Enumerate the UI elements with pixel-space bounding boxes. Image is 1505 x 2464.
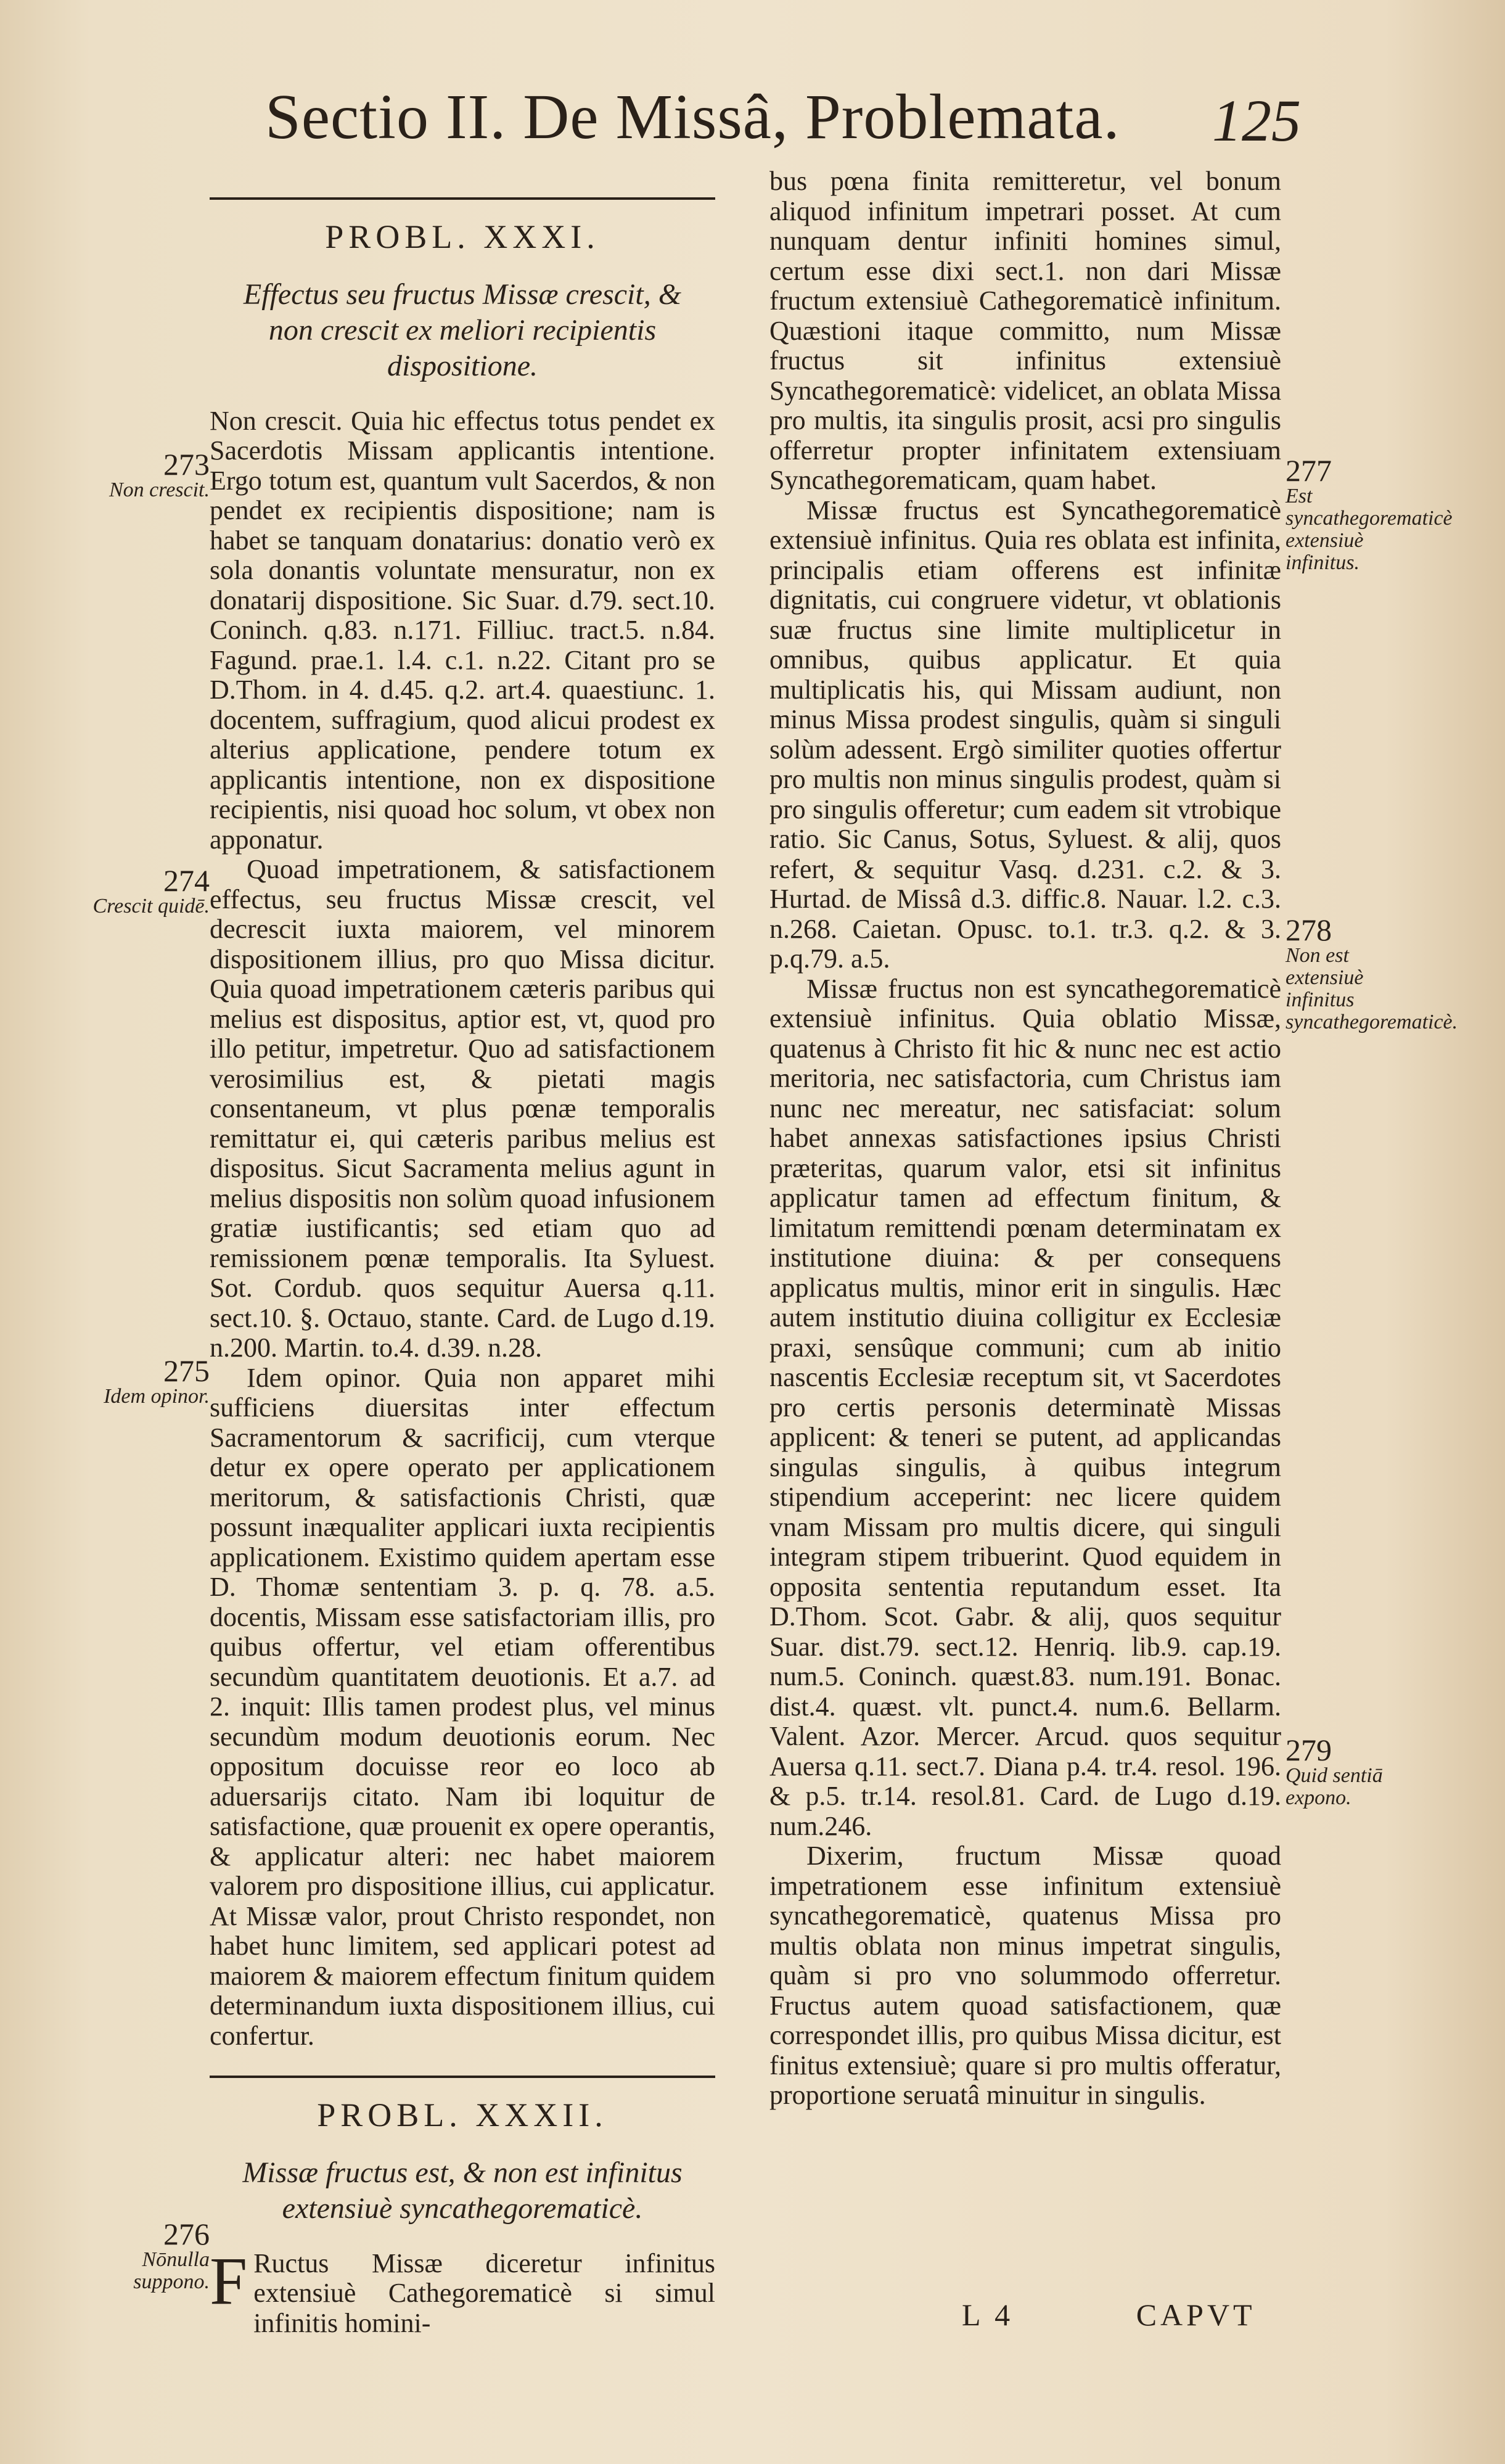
paragraph-276-continued: bus pœna finita remitteretur, vel bonum aliquod infinitum impetrari posset. At cum nunquam dentur infiniti homines simul, certum esse dixi sect.1. non dari Missæ fructum extensiuè Cathegorematicè infinitum. Quæstioni itaque committo, num Missæ fructus sit infinitus extensiuè Syncathegorematicè: videlicet, an oblata Missa pro multis, ita singulis prosit, acsi pro singulis offerretur propter infinitatem extensiuam Syncathegorematicam, quam habet.: [769, 166, 1281, 495]
margin-gloss: Non crescit.: [109, 478, 210, 501]
margin-number: 277: [1286, 453, 1332, 488]
paragraph-275: Idem opinor. Quia non apparet mihi sufficiens diuersitas inter effectum Sacramentorum & sacrificij, cum vterque detur ex opere operato per applicationem meritorum, & satisfactionis Christi, quæ possunt inæqualiter applicari iuxta recipientis applicationem. Existimo quidem apertam esse D. Thomæ sententiam 3. p. q. 78. a.5. docentis, Missam esse satisfactoriam illis, pro quibus offertur, vel etiam offerentibus secundùm quantitatem deuotionis. Et a.7. ad 2. inquit: Illis tamen prodest plus, vel minus secundùm modum deuotionis eorum. Nec oppositum docuisse reor eo loco ab aduersarijs citato. Nam ibi loquitur de satisfactione, quæ prouenit ex opere operantis, & applicatur alteri: nec habet maiorem valorem pro dispositione illius, cui applicatur. At Missæ valor, prout Christo respondet, non habet hunc limitem, sed applicari potest ad maiorem & maiorem effectum finitum quidem determinandum iuxta dispositionem illius, cui confertur.: [210, 1362, 715, 2051]
right-column: [769, 166, 1281, 2111]
problem-31-summary: Effectus seu fructus Missæ crescit, & non crescit ex meliori recipientis dispositione.: [243, 277, 682, 382]
margin-gloss: Est syncathegorematicè extensiuè infinitus.: [1286, 485, 1453, 574]
margin-note-279: [1286, 1733, 1409, 1809]
paragraph-277: Missæ fructus est Syncathegorematicè extensiuè infinitus. Quia res oblata est infinita, principalis etiam offerens est infinitæ dignitatis, cui congruere videtur, vt oblationis suæ fructus sine limite multiplicetur in omnibus, quibus applicatur. Et quia multiplicatis his, qui Missam audiunt, non minus Missa prodest singulis, quàm si singuli solùm adessent. Ergò similiter quoties offertur pro multis non minus singulis prodest, quàm si pro singulis offeretur; cum eadem sit vtrobique ratio. Sic Canus, Sotus, Syluest. & alij, quos refert, & sequitur Vasq. d.231. c.2. & 3. Hurtad. de Missâ d.3. diffic.8. Nauar. l.2. c.3. n.268. Caietan. Opusc. to.1. tr.3. q.2. & 3. p.q.79. a.5.: [769, 495, 1281, 974]
margin-gloss: Quid sentiā expono.: [1286, 1764, 1383, 1809]
margin-note-275: [86, 1353, 210, 1408]
page-number: 125: [1212, 88, 1301, 154]
margin-note-273: [86, 447, 210, 501]
margin-note-277: [1286, 453, 1453, 574]
paragraph-276: [210, 2243, 715, 2339]
paragraph-276-text: Ructus Missæ diceretur infinitus extensiuè Cathegorematicè si simul infinitis homini-: [253, 2248, 715, 2338]
page-footer: [962, 2297, 1295, 2333]
paragraph-278: Missæ fructus non est syncathegorematicè extensiuè infinitus. Quia oblatio Missæ, quatenus à Christo fit hic & nunc nec est actio meritoria, nec satisfactoria, cum Christus iam nunc nec mereatur, nec satisfaciat: solum habet annexas satisfactiones ipsius Christi præteritas, quarum valor, etsi sit infinitus applicatur tamen ad effectum finitum, & limitatum remittendi pœnam determinatam ex institutione diuina: & per consequens applicatus multis, minor erit in singulis. Hæc autem institutio diuina colligitur ex Ecclesiæ praxi, sensûque communi; cum ab initio nascentis Ecclesiæ receptum sit, vt Sacerdotes pro certis personis determinatè Missas applicent: & teneri se putent, ad applicandas singulas singulis, à quibus integrum stipendium acceperint: nec licere quidem vnam Missam pro multis dicere, qui singuli integram stipem tribuerint. Quod equidem in opposita sententia reputandum esset. Ita D.Thom. Scot. Gabr. & alij, quos sequitur Suar. dist.79. sect.12. Henriq. lib.9. cap.19. num.5. Coninch. quæst.83. num.191. Bonac. dist.4. quæst. vlt. punct.4. num.6. Bellarm. Valent. Azor. Mercer. Arcud. quos sequitur Auersa q.11. sect.7. Diana p.4. tr.4. resol. 196. & p.5. tr.14. resol.81. Card. de Lugo d.19. num.246.: [769, 973, 1281, 1841]
margin-number: 276: [163, 2217, 210, 2251]
left-column: [210, 185, 715, 2338]
margin-gloss: Non est extensiuè infinitus syncathegorematicè.: [1286, 944, 1458, 1033]
margin-number: 278: [1286, 913, 1332, 947]
margin-number: 273: [163, 447, 210, 482]
margin-gloss: Crescit quidē.: [92, 895, 210, 918]
page-header: [265, 80, 1301, 160]
section-rule: [210, 197, 715, 200]
paragraph-273: Non crescit. Quia hic effectus totus pendet ex Sacerdotis Missam applicantis intentione. Ergo totum est, quantum vult Sacerdos, & non pendet ex recipientis dispositione; nam is habet se tanquam donatarius: donatio verò ex sola donantis voluntate mensuratur, non ex donatarij dispositione. Sic Suar. d.79. sect.10. Coninch. q.83. n.171. Filliuc. tract.5. n.84. Fagund. prae.1. l.4. c.1. n.22. Citant pro se D.Thom. in 4. d.45. q.2. art.4. quaestiunc. 1. docentem, suffragium, quod alicui prodest ex alterius applicatione, pendere totum ex applicantis intentione, non ex dispositione recipientis, nisi quoad hoc solum, vt obex non apponatur.: [210, 405, 715, 855]
margin-note-274: [86, 863, 210, 918]
margin-gloss: Nōnulla suppono.: [133, 2248, 210, 2293]
section-rule: [210, 2076, 715, 2078]
running-head: Sectio II. De Missâ, Problemata.: [265, 81, 1120, 152]
problem-31-title: PROBL. XXXI.: [325, 218, 600, 255]
paragraph-274: Quoad impetrationem, & satisfactionem effectus, seu fructus Missæ crescit, vel decrescit iuxta maiorem, vel minorem dispositionem illius, pro quo Missa dicitur. Quia quoad impetrationem cæteris paribus qui melius est dispositus, aptior est, vt, quod pro illo petitur, impetretur. Quo ad satisfactionem verosimilius est, & pietati magis consentaneum, vt plus pœnæ temporalis remittatur ei, qui cæteris paribus melius est dispositus. Sicut Sacramenta melius agunt in melius dispositis non solùm quoad infusionem gratiæ iustificantis; sed etiam quo ad remissionem pœnæ temporalis. Ita Syluest. Sot. Cordub. quos sequitur Auersa q.11. sect.10. §. Octauo, stante. Card. de Lugo d.19. n.200. Martin. to.4. d.39. n.28.: [210, 854, 715, 1363]
margin-note-278: [1286, 913, 1458, 1033]
problem-32-title: PROBL. XXXII.: [317, 2096, 608, 2133]
margin-number: 274: [163, 863, 210, 898]
paragraph-279: Dixerim, fructum Missæ quoad impetrationem esse infinitum extensiuè syncathegorematicè, quatenus Missa pro multis oblata non minus impetrat singulis, quàm si pro vno solummodo offerretur. Fructus autem quoad satisfactionem, quæ correspondet illis, pro quibus Missa dicitur, est finitus extensiuè; quare si pro multis offeratur, proportione seruatâ minuitur in singulis.: [769, 1841, 1281, 2110]
drop-cap: F: [210, 2243, 248, 2318]
margin-number: 279: [1286, 1733, 1332, 1767]
catchword: CAPVT: [1136, 2298, 1256, 2332]
margin-number: 275: [163, 1353, 210, 1388]
problem-32-summary: Missæ fructus est, & non est infinitus extensiuè syncathegorematicè.: [242, 2156, 683, 2225]
margin-gloss: Idem opinor.: [104, 1385, 210, 1408]
margin-note-276: [86, 2217, 210, 2293]
signature-mark: L 4: [962, 2298, 1014, 2332]
